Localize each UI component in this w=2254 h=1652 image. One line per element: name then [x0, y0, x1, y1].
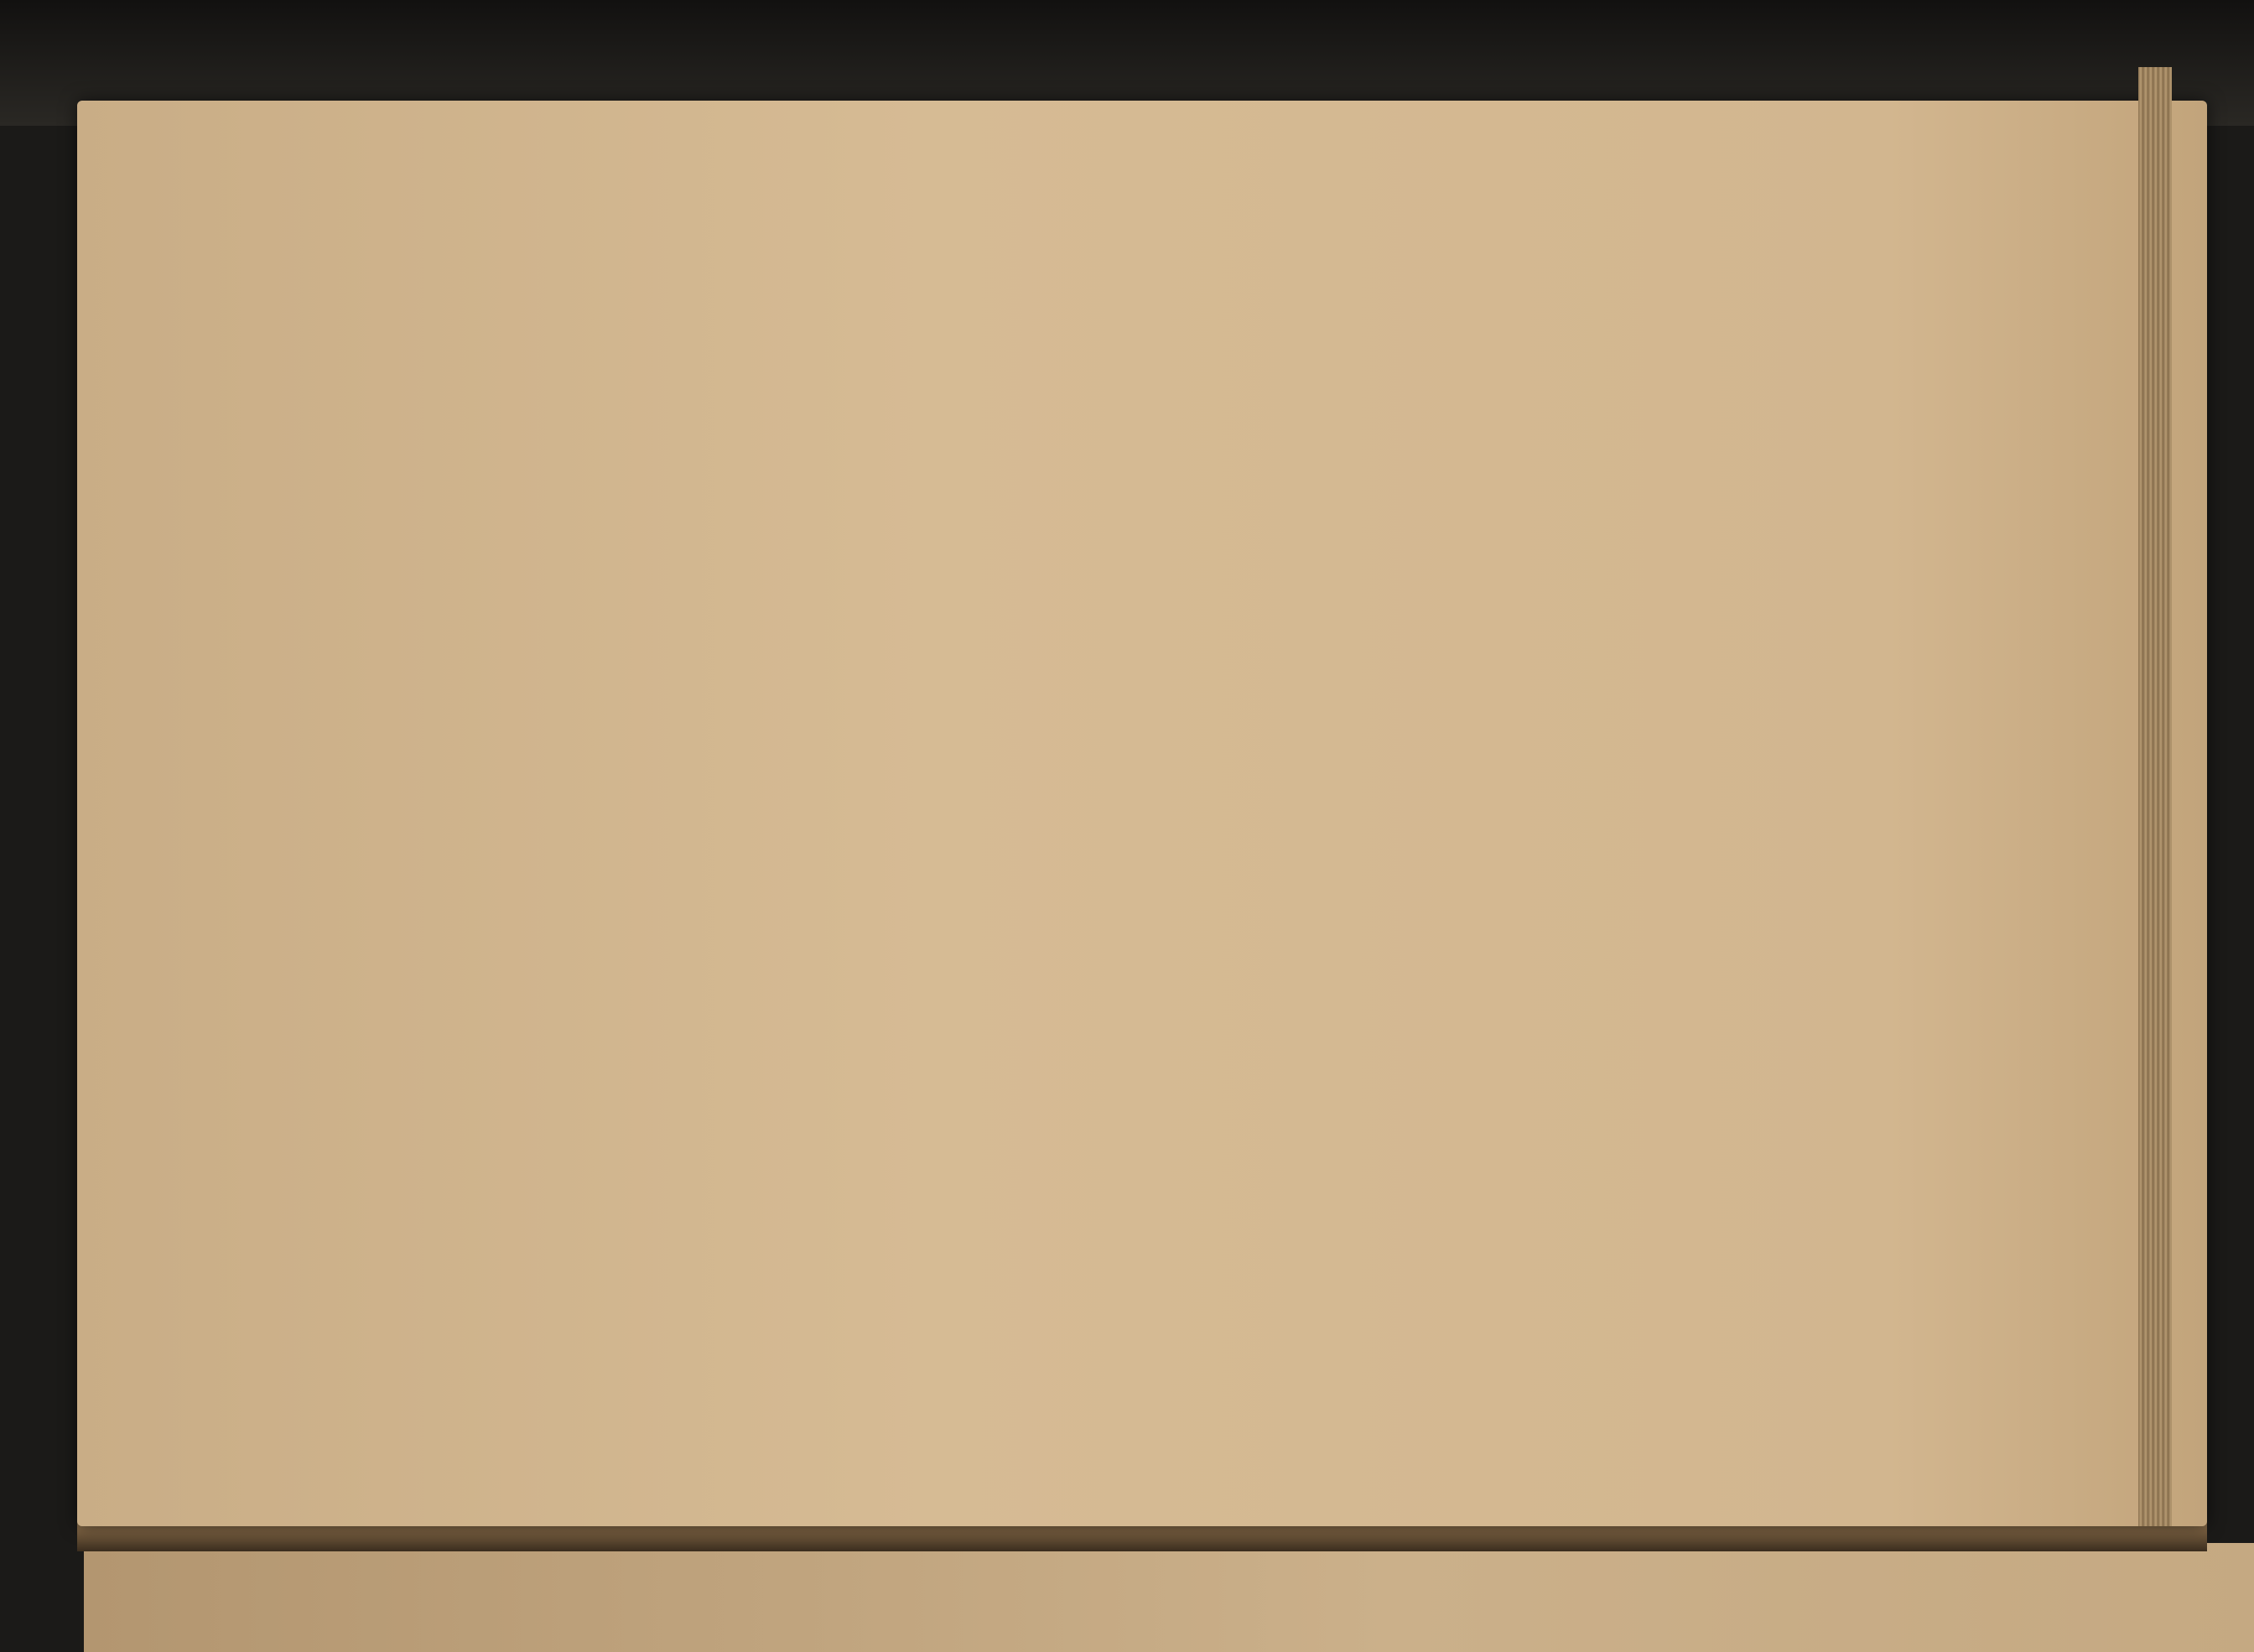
next-page-text	[2222, 1149, 2254, 1652]
next-page	[84, 1543, 2254, 1652]
page-text	[352, 235, 2247, 1526]
